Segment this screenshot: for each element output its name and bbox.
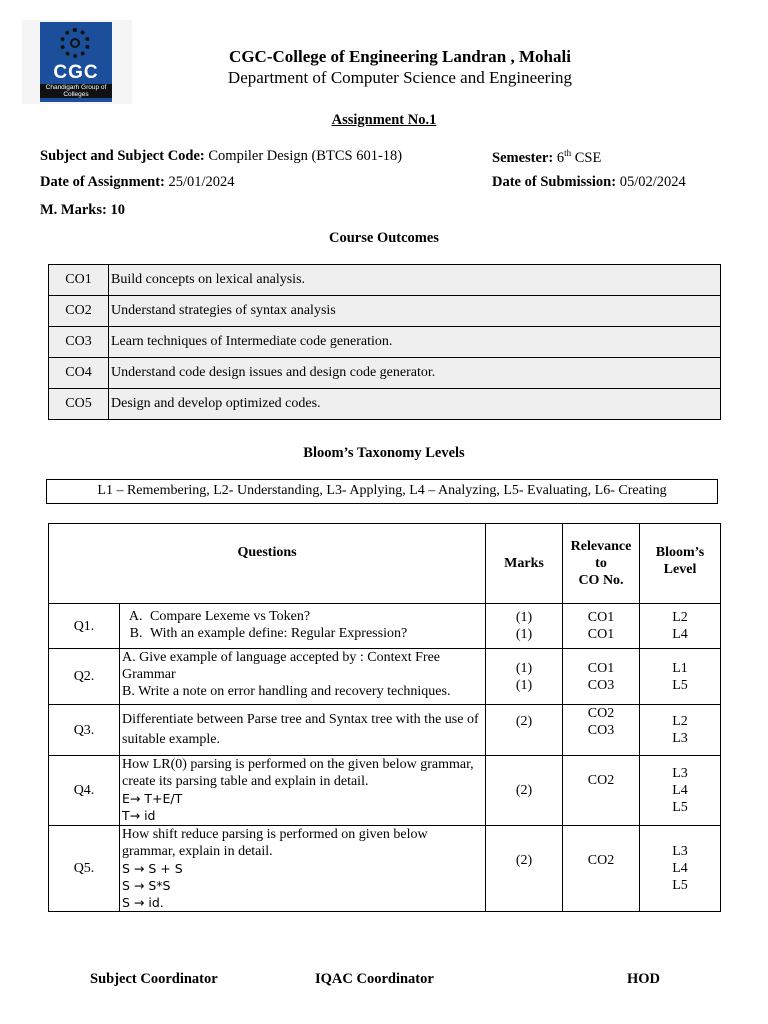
level-value: L3 xyxy=(672,766,688,781)
max-marks xyxy=(40,202,125,219)
question-line: A. Give example of language accepted by : Context Free Grammar xyxy=(122,650,440,682)
co-code: CO1 xyxy=(49,265,109,296)
date-assignment-value: 25/01/2024 xyxy=(168,174,235,190)
question-level xyxy=(640,604,721,649)
question-line: B. Write a note on error handling and recovery techniques. xyxy=(122,684,451,699)
semester-sup: th xyxy=(564,148,572,158)
level-value: L4 xyxy=(672,627,688,642)
table-row xyxy=(49,649,721,705)
date-assignment-line xyxy=(40,174,235,191)
subject-line xyxy=(40,148,402,165)
relevance-header-line: CO No. xyxy=(578,573,624,588)
course-outcomes-table xyxy=(48,264,721,420)
question-level xyxy=(640,756,721,826)
question-text xyxy=(120,604,486,649)
co-text: Learn techniques of Intermediate code generation. xyxy=(109,327,721,358)
department-name: Department of Computer Science and Engineering xyxy=(227,68,573,87)
level-value: L5 xyxy=(672,677,688,693)
bloom-header-line: Level xyxy=(663,562,697,577)
question-text xyxy=(120,756,486,826)
question-text xyxy=(120,826,486,912)
grammar-line: S → S + S xyxy=(122,861,183,876)
table-header-row xyxy=(49,524,721,604)
question-number: Q5. xyxy=(49,826,120,912)
level-value: L1 xyxy=(672,660,688,676)
table-row xyxy=(49,604,721,649)
max-marks-label: M. Marks: 10 xyxy=(40,202,125,218)
level-value: L4 xyxy=(672,783,688,798)
marks-value: (1) xyxy=(515,660,533,676)
question-part: A. Compare Lexeme vs Token? xyxy=(146,608,483,625)
co-code: CO2 xyxy=(49,296,109,327)
level-value: L3 xyxy=(672,731,688,746)
co-code: CO5 xyxy=(49,389,109,420)
question-level xyxy=(640,705,721,756)
logo-emblem xyxy=(40,22,112,102)
logo-subtext: Chandigarh Group of Colleges xyxy=(40,84,112,98)
question-text: Differentiate between Parse tree and Syntax tree with the use of suitable example. xyxy=(120,705,486,756)
table-row xyxy=(49,265,721,296)
question-co xyxy=(563,649,640,705)
co-value: CO3 xyxy=(587,677,615,693)
bloom-levels: L1 – Remembering, L2- Understanding, L3- Applying, L4 – Analyzing, L5- Evaluating, L6- Creating xyxy=(46,479,718,504)
questions-header: Questions xyxy=(49,524,486,604)
gear-icon xyxy=(60,28,90,58)
question-number: Q3. xyxy=(49,705,120,756)
co-text: Design and develop optimized codes. xyxy=(109,389,721,420)
question-marks: (2) xyxy=(486,705,563,756)
marks-value: (1) xyxy=(515,610,533,625)
subject-label: Subject and Subject Code: xyxy=(40,148,205,164)
hod-signature: HOD xyxy=(627,971,661,987)
semester-rest: CSE xyxy=(574,149,602,166)
co-value: CO2 xyxy=(587,706,615,721)
level-value: L5 xyxy=(672,800,688,815)
marks-header: Marks xyxy=(486,524,563,604)
question-number: Q1. xyxy=(49,604,120,649)
level-value: L3 xyxy=(672,844,688,859)
table-row xyxy=(49,358,721,389)
subject-value: Compiler Design (BTCS 601-18) xyxy=(208,148,403,164)
iqac-coordinator-signature: IQAC Coordinator xyxy=(315,971,434,987)
date-submission-line xyxy=(492,174,686,191)
grammar-line: T→ id xyxy=(122,808,156,823)
co-value: CO3 xyxy=(587,723,615,738)
question-co xyxy=(563,604,640,649)
subject-coordinator-signature: Subject Coordinator xyxy=(90,971,218,987)
level-value: L5 xyxy=(672,878,688,893)
question-level xyxy=(640,649,721,705)
question-marks xyxy=(486,649,563,705)
course-outcomes-title: Course Outcomes xyxy=(329,230,439,246)
co-value: CO1 xyxy=(587,660,615,676)
bloom-header xyxy=(640,524,721,604)
table-row xyxy=(49,826,721,912)
level-value: L4 xyxy=(672,861,688,876)
co-value: CO1 xyxy=(587,610,615,625)
question-marks: (2) xyxy=(486,756,563,826)
question-marks xyxy=(486,604,563,649)
table-row xyxy=(49,756,721,826)
marks-value: (1) xyxy=(515,627,533,642)
date-submission-value: 05/02/2024 xyxy=(619,174,686,190)
assignment-title: Assignment No.1 xyxy=(331,112,437,128)
table-row xyxy=(49,327,721,358)
level-value: L2 xyxy=(672,714,688,729)
co-text: Understand code design issues and design code generator. xyxy=(109,358,721,389)
logo-text: CGC xyxy=(53,62,99,83)
question-part: B. With an example define: Regular Expression? xyxy=(146,625,483,642)
table-row xyxy=(49,389,721,420)
co-code: CO3 xyxy=(49,327,109,358)
co-code: CO4 xyxy=(49,358,109,389)
grammar-line: E→ T+E/T xyxy=(122,791,183,806)
grammar-line: S → S*S xyxy=(122,878,171,893)
bloom-title: Bloom’s Taxonomy Levels xyxy=(303,445,465,461)
question-co xyxy=(563,705,640,756)
semester-num: 6 xyxy=(556,149,565,166)
table-row xyxy=(49,296,721,327)
relevance-header xyxy=(563,524,640,604)
question-parts xyxy=(122,608,483,642)
table-row xyxy=(49,705,721,756)
question-line: How LR(0) parsing is performed on the given below grammar, create its parsing table and explain in detail. xyxy=(122,757,474,789)
relevance-header-line: Relevance xyxy=(570,539,632,554)
relevance-header-line: to xyxy=(595,556,607,571)
question-number: Q4. xyxy=(49,756,120,826)
question-line: How shift reduce parsing is performed on given below grammar, explain in detail. xyxy=(122,827,428,859)
co-text: Understand strategies of syntax analysis xyxy=(109,296,721,327)
grammar-line: S → id. xyxy=(122,895,164,910)
co-value: CO1 xyxy=(587,627,615,642)
college-logo xyxy=(22,20,132,104)
questions-table xyxy=(48,523,721,912)
college-name: CGC-College of Engineering Landran , Mohali xyxy=(229,47,571,66)
question-text xyxy=(120,649,486,705)
date-submission-label: Date of Submission: xyxy=(492,174,617,190)
question-co: CO2 xyxy=(563,756,640,826)
co-text: Build concepts on lexical analysis. xyxy=(109,265,721,296)
semester-line xyxy=(492,148,601,167)
date-assignment-label: Date of Assignment: xyxy=(40,174,165,190)
level-value: L2 xyxy=(672,610,688,625)
marks-value: (1) xyxy=(515,677,533,693)
question-co: CO2 xyxy=(563,826,640,912)
bloom-header-line: Bloom’s xyxy=(655,545,705,560)
question-number: Q2. xyxy=(49,649,120,705)
semester-label: Semester: xyxy=(492,149,554,166)
question-marks: (2) xyxy=(486,826,563,912)
question-level xyxy=(640,826,721,912)
